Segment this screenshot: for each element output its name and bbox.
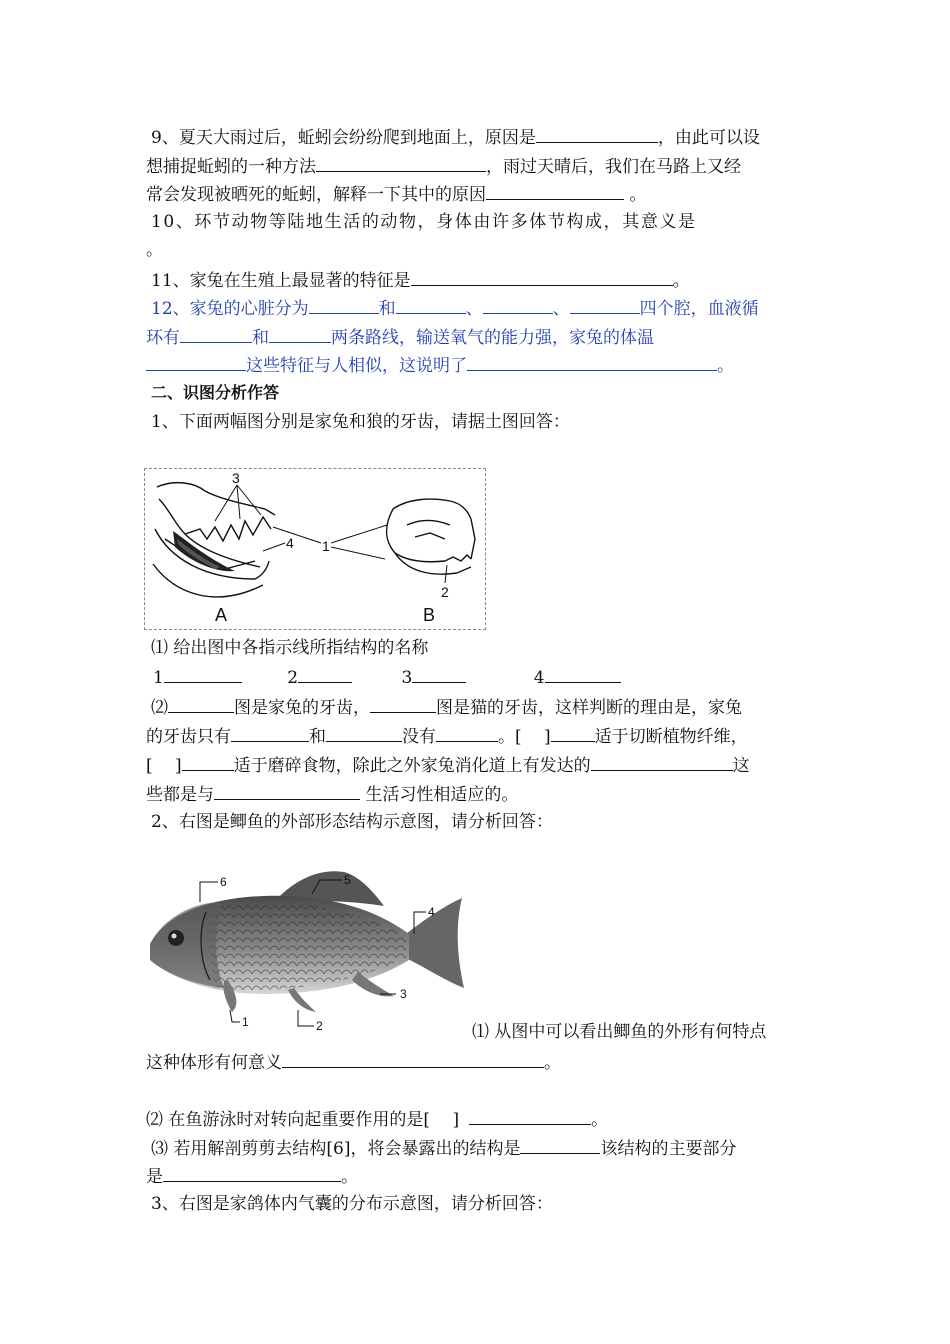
q1-text: 些都是与	[146, 785, 214, 805]
q9-text: 9、夏天大雨过后，蚯蚓会纷纷爬到地面上，原因是	[151, 128, 536, 148]
q2-part2	[146, 1106, 608, 1132]
q9-line1	[151, 124, 760, 150]
q10-line2	[146, 238, 163, 262]
answer-blank[interactable]	[269, 324, 331, 343]
q1-intro-text: 1、下面两幅图分别是家兔和狼的牙齿，请据土图回答：	[151, 412, 570, 432]
answer-blank[interactable]	[163, 1163, 341, 1182]
answer-blank[interactable]	[168, 694, 234, 713]
q1-text: 没有	[402, 727, 436, 747]
q12-text: 环有	[146, 328, 180, 348]
q11-text: 。	[672, 271, 690, 291]
answer-blank[interactable]	[467, 352, 717, 371]
q1-text: ⑵	[151, 698, 168, 718]
q2-part1-text: ⑴ 从图中可以看出鲫鱼的外形有何特点	[472, 1022, 767, 1042]
q1-text: 适于磨碎食物，除此之外家兔消化道上有发达的	[233, 756, 591, 776]
answer-blank[interactable]	[570, 295, 640, 314]
answer-blank[interactable]	[551, 723, 595, 742]
fish-diagram	[144, 862, 470, 1038]
label-1: 1	[322, 538, 330, 554]
answer-blank[interactable]	[591, 752, 733, 771]
answer-blank[interactable]	[520, 1135, 600, 1154]
q2-intro	[151, 810, 553, 834]
answer-blank[interactable]	[180, 324, 252, 343]
answer-blank[interactable]	[182, 752, 234, 771]
q12-text: 、	[465, 299, 483, 319]
answer-blank[interactable]	[298, 664, 352, 683]
answer-blank[interactable]	[436, 723, 498, 742]
fish-label-3: 3	[400, 987, 407, 1001]
q2-text: 是	[146, 1167, 163, 1187]
fish-label-4: 4	[428, 905, 435, 919]
blank-number: 4	[533, 668, 545, 688]
answer-blank[interactable]	[545, 664, 621, 683]
q3-intro	[151, 1192, 553, 1216]
q3-intro-text: 3、右图是家鸽体内气囊的分布示意图，请分析回答：	[151, 1194, 553, 1214]
q9-line3	[146, 181, 646, 207]
answer-blank[interactable]	[164, 664, 242, 683]
answer-blank[interactable]	[411, 267, 673, 286]
skull-b-drawing	[387, 499, 476, 574]
label-4: 4	[286, 535, 294, 551]
answer-blank[interactable]	[316, 153, 486, 172]
label-3: 3	[232, 470, 240, 486]
fish-figure	[144, 862, 470, 1038]
q2-text: 该结构的主要部分	[600, 1139, 737, 1159]
q12-line3	[146, 352, 734, 378]
q2-part3-line1	[151, 1135, 736, 1161]
q1-text: 适于切断植物纤维，	[594, 727, 748, 747]
answer-blank[interactable]	[370, 694, 436, 713]
q11-line	[151, 267, 690, 293]
answer-blank[interactable]	[483, 295, 553, 314]
q12-line1	[151, 295, 759, 321]
answer-blank[interactable]	[486, 181, 624, 200]
q1-text: 。[ ]	[498, 727, 551, 747]
q1-text: 和	[309, 727, 326, 747]
q2-part1	[472, 1020, 766, 1044]
q2-text: 。	[544, 1053, 561, 1073]
q2-part3-line2	[146, 1163, 358, 1189]
q1-text: 生活习性相适应的。	[360, 785, 519, 805]
blank-number: 2	[287, 668, 299, 688]
q1-text: 的牙齿只有	[146, 727, 231, 747]
q12-text: 这些特征与人相似，这说明了	[246, 356, 467, 376]
answer-blank[interactable]	[412, 664, 466, 683]
q9-text: ，由此可以设	[657, 128, 760, 148]
q1-part1	[151, 636, 428, 660]
answer-blank[interactable]	[231, 723, 309, 742]
q12-text: 四个腔，血液循	[639, 299, 759, 319]
q11-text: 11、家兔在生殖上最显著的特征是	[151, 271, 411, 291]
skull-a-drawing	[153, 483, 275, 597]
q1-text: 图是家兔的牙齿，	[234, 698, 370, 718]
q2-intro-text: 2、右图是鲫鱼的外部形态结构示意图，请分析回答：	[151, 812, 553, 832]
answer-blank[interactable]	[536, 124, 658, 143]
q2-text: 。	[341, 1167, 358, 1187]
answer-blank[interactable]	[396, 295, 466, 314]
answer-blank[interactable]	[326, 723, 402, 742]
answer-blank[interactable]	[214, 781, 360, 800]
q1-text: 图是猫的牙齿，这样判断的理由是，家兔	[436, 698, 742, 718]
blank-number: 1	[153, 668, 164, 688]
q12-text: 、	[552, 299, 570, 319]
blank-number: 3	[401, 668, 413, 688]
answer-blank[interactable]	[469, 1106, 591, 1125]
fish-label-6: 6	[220, 875, 227, 889]
label-a: A	[215, 605, 228, 625]
q2-text: 。	[591, 1110, 609, 1130]
q12-line2	[146, 324, 654, 350]
q1-blanks-row	[153, 664, 621, 690]
label-2: 2	[441, 584, 449, 600]
answer-blank[interactable]	[146, 352, 246, 371]
q1-intro	[151, 410, 570, 434]
fish-label-1: 1	[242, 1015, 249, 1029]
fish-label-5: 5	[344, 873, 351, 887]
q10-text: 10、环节动物等陆地生活的动物，身体由许多体节构成，其意义是	[151, 212, 697, 232]
q12-text: 两条路线，输送氧气的能力强，家兔的体温	[331, 328, 654, 348]
q1-part2-line2	[146, 723, 748, 749]
teeth-figure	[144, 468, 486, 630]
q12-text: 。	[717, 356, 734, 376]
q2-text: ⑶ 若用解剖剪剪去结构[6]，将会暴露出的结构是	[151, 1139, 521, 1159]
fish-label-2: 2	[316, 1019, 323, 1033]
q1-text: [ ]	[146, 756, 182, 776]
q1-part2-line3	[146, 752, 750, 778]
q9-text: 常会发现被晒死的蚯蚓，解释一下其中的原因	[146, 185, 486, 205]
section-heading-text: 二、识图分析作答	[151, 383, 280, 402]
q9-text: 。	[624, 185, 647, 205]
section-heading	[151, 381, 279, 405]
q1-part1-text: ⑴ 给出图中各指示线所指结构的名称	[151, 638, 429, 658]
eye	[168, 930, 184, 946]
q9-text: ，雨过天晴后，我们在马路上又经	[486, 157, 741, 177]
q12-text: 和	[252, 328, 269, 348]
q1-text: 这	[732, 756, 750, 776]
q10-text: 。	[146, 240, 163, 260]
teeth-diagram	[145, 469, 485, 629]
q10-line1	[151, 210, 697, 234]
answer-blank[interactable]	[282, 1049, 544, 1068]
q1-part2-line4	[146, 781, 518, 807]
answer-blank[interactable]	[309, 295, 379, 314]
q9-text: 想捕捉蚯蚓的一种方法	[146, 157, 316, 177]
q9-line2	[146, 153, 741, 179]
q2-text: ⑵ 在鱼游泳时对转向起重要作用的是[ ]	[146, 1110, 460, 1130]
q2-part1-line2	[146, 1049, 561, 1075]
q2-text: 这种体形有何意义	[146, 1053, 282, 1073]
label-b: B	[423, 605, 436, 625]
q12-text: 12、家兔的心脏分为	[151, 299, 309, 319]
q12-text: 和	[378, 299, 396, 319]
q1-part2-line1	[151, 694, 742, 720]
